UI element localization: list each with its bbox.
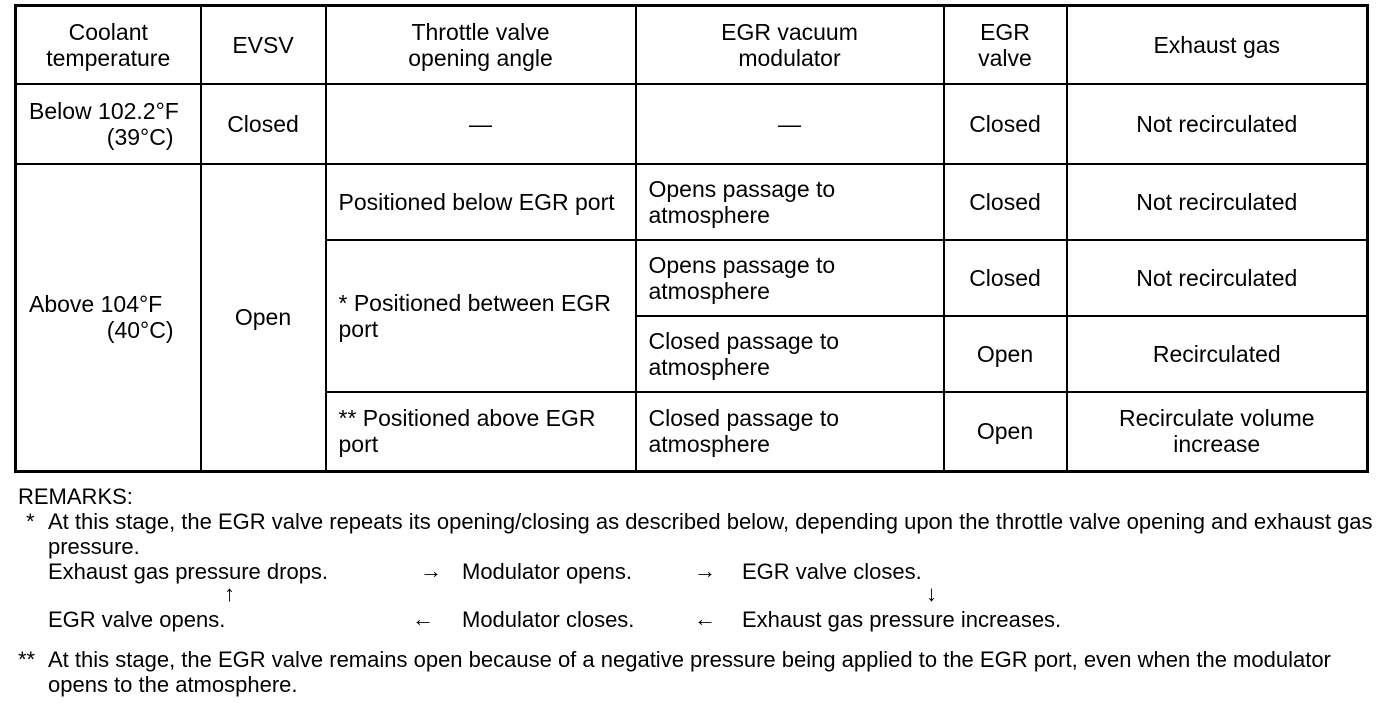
arrow-up-icon: ↑ (224, 581, 235, 606)
remark-text: At this stage, the EGR valve remains open because of a negative pressure being applied to the EGR port, even when the modulator opens to the atmosphere. (48, 647, 1331, 697)
table-row (16, 164, 1368, 240)
exhaust-cell: Not recirculated (1067, 164, 1368, 240)
arrow-left-icon: ← (412, 606, 434, 631)
remark-note-1 (18, 509, 1378, 559)
arrow-left-icon: ← (694, 606, 716, 631)
flow-egr-closes: EGR valve closes. (742, 559, 922, 584)
flow-pressure-drops: Exhaust gas pressure drops. (48, 559, 329, 584)
flow-modulator-closes: Modulator closes. (462, 607, 635, 632)
arrow-down-icon: ↓ (926, 581, 937, 606)
evsv-cell: Open (201, 164, 326, 472)
header-row (16, 6, 1368, 84)
throttle-cell: * Positioned between EGR port (326, 240, 636, 392)
header-vacuum-modulator: EGR vacuum modulator (636, 6, 944, 84)
egr-valve-cell: Open (944, 316, 1067, 392)
egr-valve-cell: Closed (944, 240, 1067, 316)
header-coolant-temperature: Coolant temperature (16, 6, 201, 84)
egr-valve-cell: Open (944, 392, 1067, 472)
remark-note-2 (18, 647, 1378, 697)
flow-pressure-increases: Exhaust gas pressure increases. (742, 607, 1062, 632)
exhaust-cell: Not recirculated (1067, 84, 1368, 164)
egr-operation-table (14, 4, 1369, 473)
asterisk-mark: * (26, 509, 35, 534)
header-egr-valve: EGR valve (944, 6, 1067, 84)
exhaust-cell: Recirculate volume increase (1067, 392, 1368, 472)
exhaust-cell: Not recirculated (1067, 240, 1368, 316)
throttle-cell: ** Positioned above EGR port (326, 392, 636, 472)
table-row (16, 84, 1368, 164)
arrow-right-icon: → (694, 558, 716, 583)
modulator-cell: Closed passage to atmosphere (636, 316, 944, 392)
coolant-cell: Below 102.2°F (39°C) (16, 84, 201, 164)
exhaust-cell: Recirculated (1067, 316, 1368, 392)
egr-cycle-flow (48, 559, 1378, 633)
header-exhaust-gas: Exhaust gas (1067, 6, 1368, 84)
modulator-cell: Closed passage to atmosphere (636, 392, 944, 472)
evsv-cell: Closed (201, 84, 326, 164)
flow-modulator-opens: Modulator opens. (462, 559, 632, 584)
remark-text: At this stage, the EGR valve repeats its opening/closing as described below, depending upon the throttle valve opening and exhaust gas pressure. (48, 509, 1373, 559)
egr-valve-cell: Closed (944, 84, 1067, 164)
arrow-right-icon: → (420, 558, 442, 583)
throttle-cell: Positioned below EGR port (326, 164, 636, 240)
remarks-section (18, 484, 1378, 697)
egr-valve-cell: Closed (944, 164, 1067, 240)
flow-egr-opens: EGR valve opens. (48, 607, 226, 632)
throttle-cell: — (326, 84, 636, 164)
header-evsv: EVSV (201, 6, 326, 84)
double-asterisk-mark: ** (18, 647, 36, 672)
header-throttle-angle: Throttle valve opening angle (326, 6, 636, 84)
modulator-cell: Opens passage to atmosphere (636, 164, 944, 240)
modulator-cell: Opens passage to atmosphere (636, 240, 944, 316)
remarks-title: REMARKS: (18, 484, 133, 509)
coolant-cell: Above 104°F (40°C) (16, 164, 201, 472)
modulator-cell: — (636, 84, 944, 164)
